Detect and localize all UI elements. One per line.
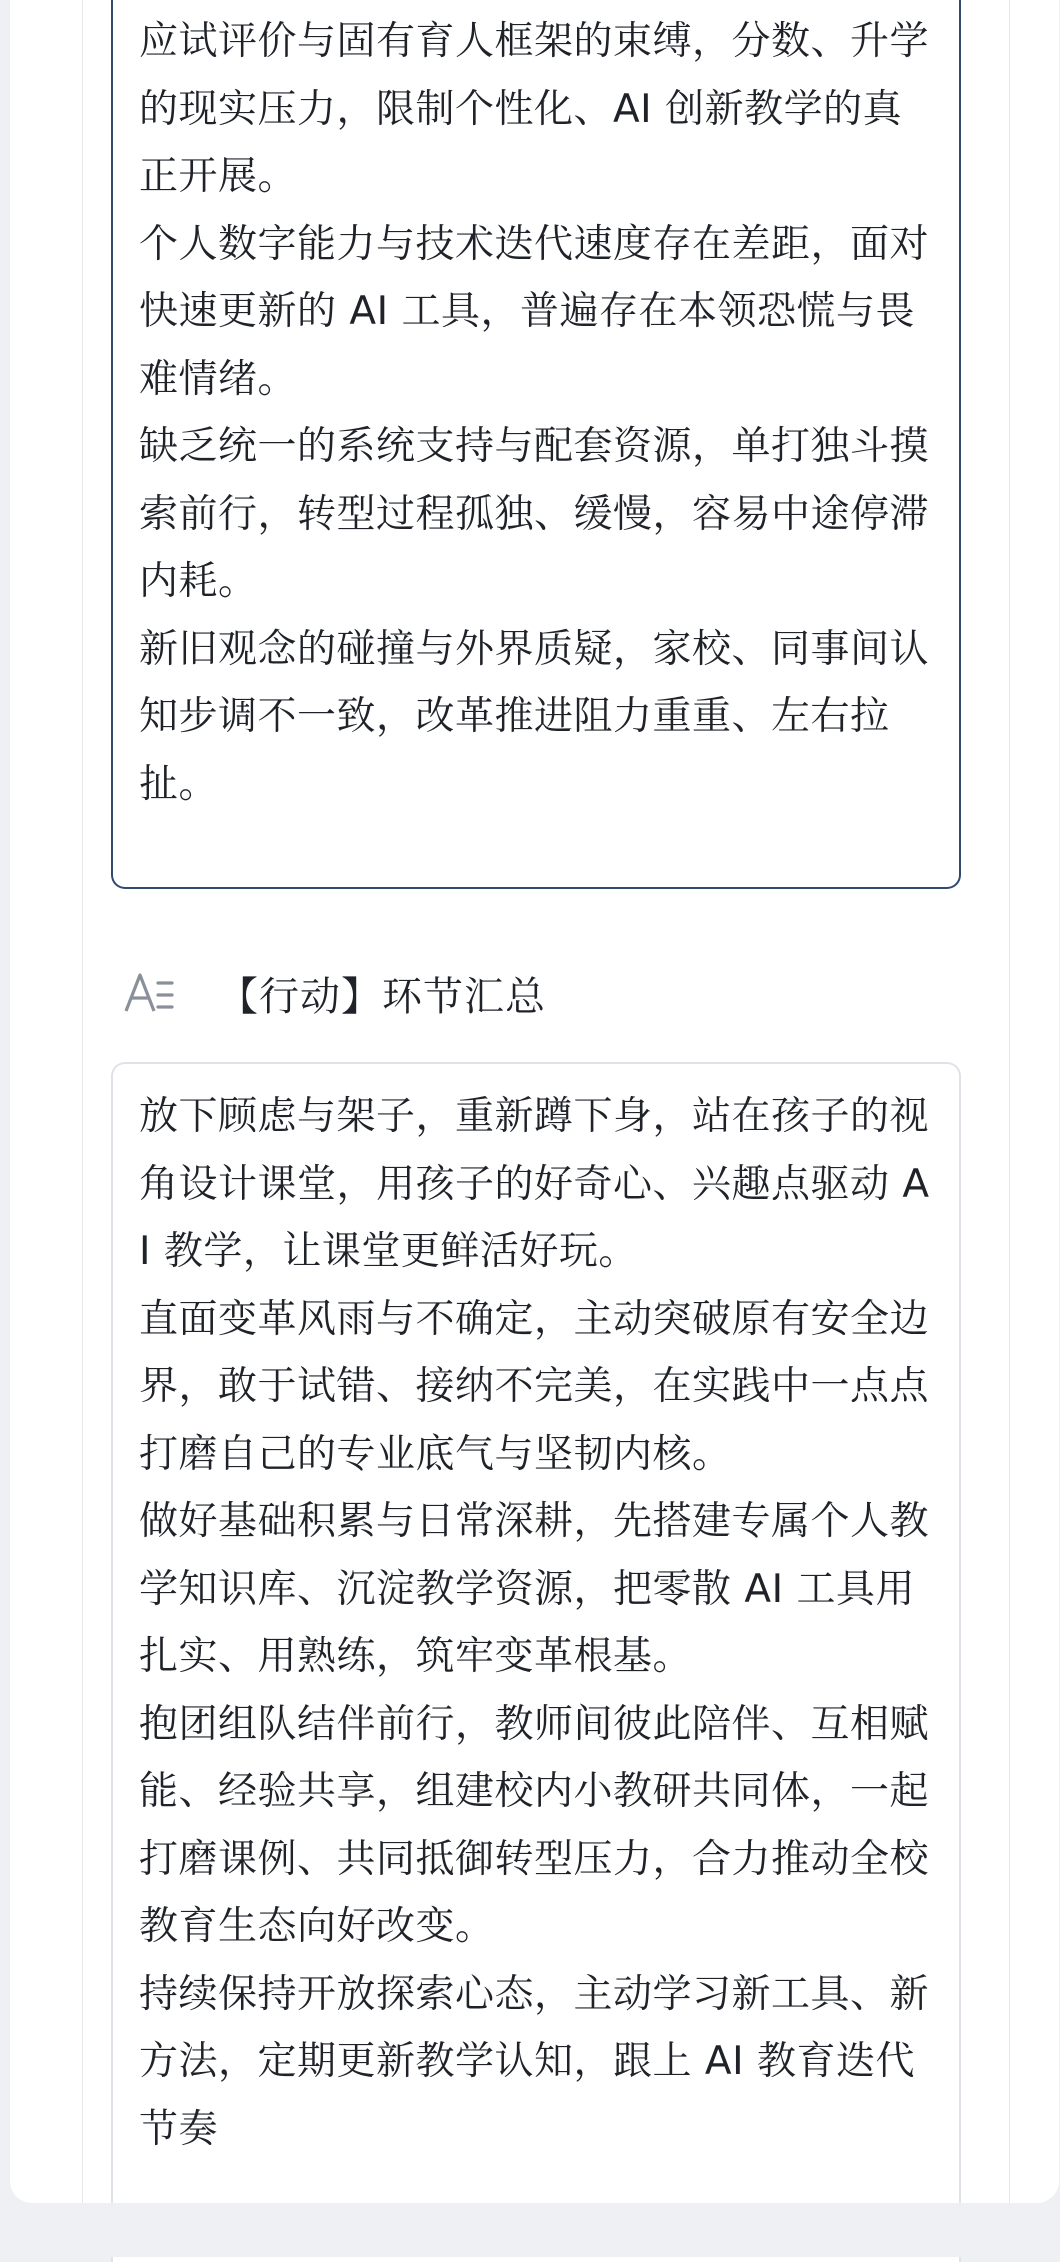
action-section-header [122,958,546,1028]
pain-paragraph-1: 应试评价与固有育人框架的束缚，分数、升学的现实压力，限制个性化、AI 创新教学的真正开展。 [139,19,930,199]
action-section-title: 【行动】环节汇总 [218,973,546,1020]
action-paragraph-4: 抱团组队结伴前行，教师间彼此陪伴、互相赋能、经验共享，组建校内小教研共同体，一起打磨课例、共同抵御转型压力，合力推动全校教育生态向好改变。 [139,1701,930,1949]
action-paragraph-1: 放下顾虑与架子，重新蹲下身，站在孩子的视角设计课堂，用孩子的好奇心、兴趣点驱动 AI 教学，让课堂更鲜活好玩。 [139,1094,930,1274]
pain-points-textbox[interactable] [111,0,961,889]
pain-paragraph-4: 新旧观念的碰撞与外界质疑，家校、同事间认知步调不一致，改革推进阻力重重、左右拉扯。 [139,626,930,807]
action-paragraph-2: 直面变革风雨与不确定，主动突破原有安全边界，敢于试错、接纳不完美，在实践中一点点打磨自己的专业底气与坚韧内核。 [139,1296,930,1477]
action-paragraph-3: 做好基础积累与日常深耕，先搭建专属个人教学知识库、沉淀教学资源，把零散 AI 工具用扎实、用熟练，筑牢变革根基。 [139,1499,930,1679]
action-summary-textbox[interactable] [111,1062,961,2262]
font-size-icon[interactable] [122,965,178,1021]
pain-paragraph-3: 缺乏统一的系统支持与配套资源，单打独斗摸索前行，转型过程孤独、缓慢，容易中途停滞内耗。 [139,424,930,604]
pain-paragraph-2: 个人数字能力与技术迭代速度存在差距，面对快速更新的 AI 工具，普遍存在本领恐慌与畏难情绪。 [139,221,930,402]
bottom-background [0,2203,1060,2257]
action-paragraph-5: 持续保持开放探索心态，主动学习新工具、新方法，定期更新教学认知，跟上 AI 教育迭代节奏 [139,1971,930,2152]
